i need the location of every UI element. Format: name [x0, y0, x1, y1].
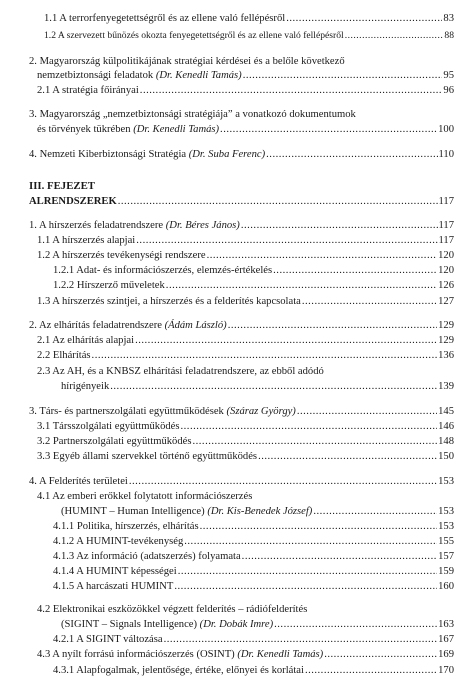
dot-leader — [286, 12, 442, 25]
toc-entry — [53, 633, 454, 646]
toc-entry — [29, 405, 454, 418]
entry-title: és törvények tükrében (Dr. Kenedli Tamás) — [37, 124, 220, 135]
entry-page: 169 — [438, 649, 454, 660]
toc-entry — [61, 618, 454, 631]
entry-title-line: 4.2 Elektronikai eszközökkel végzett felderítés – rádiófelderítés — [37, 604, 308, 615]
entry-author: (Dr. Béres János) — [165, 220, 240, 231]
entry-title: 1.2 A szervezett bűnözés okozta fenyegetettségről és az ellene való fellépésről — [44, 30, 344, 41]
toc-entry — [53, 664, 454, 677]
entry-title: 4.3 A nyílt forrású információszerzés (OSINT) (Dr. Kenedli Tamás) — [37, 649, 324, 660]
toc-entry — [29, 148, 454, 161]
entry-page: 136 — [438, 350, 454, 361]
toc-entry — [53, 550, 454, 563]
entry-page: 110 — [438, 149, 454, 160]
entry-page: 88 — [444, 30, 454, 41]
toc-entry — [37, 249, 454, 262]
dot-leader — [297, 405, 437, 418]
dot-leader — [220, 123, 437, 136]
toc-entry — [37, 435, 454, 448]
dot-leader — [207, 249, 438, 262]
entry-title-line: 3. Magyarország „nemzetbiztonsági stratégiája” a vonatkozó dokumentumok — [29, 109, 356, 120]
entry-page: 163 — [438, 619, 454, 630]
entry-title: ALRENDSZEREK — [29, 196, 117, 207]
dot-leader — [266, 148, 437, 161]
entry-author: (Dr. Kenedli Tamás) — [133, 124, 220, 135]
entry-page: 127 — [438, 296, 454, 307]
dot-leader — [129, 475, 437, 488]
entry-page: 120 — [438, 265, 454, 276]
entry-page: 157 — [438, 551, 454, 562]
entry-title: 4.1.4 A HUMINT képességei — [53, 566, 177, 577]
dot-leader — [200, 520, 437, 533]
toc-entry — [37, 69, 454, 82]
entry-page: 153 — [438, 521, 454, 532]
entry-author: (Ádám László) — [164, 320, 227, 331]
entry-page: 126 — [438, 280, 454, 291]
entry-title: 4. A Felderítés területei — [29, 476, 128, 487]
dot-leader — [258, 450, 437, 463]
toc-entry — [37, 648, 454, 661]
entry-title-line: 2.3 Az AH, és a KNBSZ elhárítási feladatrendszere, az ebből adódó — [37, 366, 324, 377]
entry-page: 159 — [438, 566, 454, 577]
entry-title: 4.1.3 Az információ (adatszerzés) folyamata — [53, 551, 241, 562]
dot-leader — [92, 349, 438, 362]
entry-title-line: 2. Magyarország külpolitikájának stratégiai kérdései és a belőle következő — [29, 56, 345, 67]
entry-title: 4.1.2 A HUMINT-tevékenység — [53, 536, 184, 547]
toc-entry — [53, 520, 454, 533]
entry-page: 129 — [438, 320, 454, 331]
dot-leader — [181, 420, 438, 433]
entry-page: 95 — [443, 70, 454, 81]
entry-title: 1.2 A hírszerzés tevékenységi rendszere — [37, 250, 206, 261]
dot-leader — [313, 505, 437, 518]
entry-author: (Dr. Kenedli Tamás) — [237, 649, 324, 660]
entry-title: 4.1.5 A harcászati HUMINT — [53, 581, 174, 592]
dot-leader — [305, 664, 437, 677]
dot-leader — [242, 550, 437, 563]
entry-page: 167 — [438, 634, 454, 645]
entry-page: 148 — [438, 436, 454, 447]
chapter-title-entry — [29, 195, 454, 208]
entry-page: 129 — [438, 335, 454, 346]
entry-author: (Dr. Kenedli Tamás) — [155, 70, 242, 81]
entry-page: 155 — [438, 536, 454, 547]
dot-leader — [273, 264, 437, 277]
entry-page: 96 — [443, 85, 454, 96]
entry-title: 1.2.1 Adat- és információszerzés, elemzés-értékelés — [53, 265, 273, 276]
toc-entry — [37, 450, 454, 463]
entry-title: (HUMINT – Human Intelligence) (Dr. Kis-Benedek József) — [61, 506, 313, 517]
entry-page: 117 — [438, 220, 454, 231]
dot-leader — [184, 535, 437, 548]
entry-title: nemzetbiztonsági feladatok (Dr. Kenedli Tamás) — [37, 70, 242, 81]
entry-title: 1.1 A hírszerzés alapjai — [37, 235, 136, 246]
toc-entry — [37, 420, 454, 433]
entry-title: 2.1 A stratégia főirányai — [37, 85, 139, 96]
toc-entry — [37, 123, 454, 136]
entry-title-line: 4.1 Az emberi erőkkel folytatott információszerzés — [37, 491, 253, 502]
entry-page: 83 — [443, 13, 454, 24]
entry-page: 117 — [438, 196, 454, 207]
toc-entry — [53, 565, 454, 578]
dot-leader — [110, 380, 437, 393]
entry-page: 160 — [438, 581, 454, 592]
toc-entry — [53, 535, 454, 548]
dot-leader — [324, 648, 437, 661]
entry-title: 1.1 A terrorfenyegetettségről és az ellene való fellépésről — [44, 13, 286, 24]
entry-page: 139 — [438, 381, 454, 392]
dot-leader — [241, 219, 438, 232]
toc-entry — [37, 349, 454, 362]
dot-leader — [135, 334, 437, 347]
toc-entry — [53, 279, 454, 292]
dot-leader — [166, 279, 437, 292]
toc-entry — [53, 264, 454, 277]
entry-title: hírigényeik — [61, 381, 110, 392]
entry-page: 146 — [438, 421, 454, 432]
entry-title: 1. A hírszerzés feladatrendszere (Dr. Béres János) — [29, 220, 240, 231]
entry-author: (Dr. Dobák Imre) — [199, 619, 274, 630]
entry-author: (Száraz György) — [226, 406, 296, 417]
entry-title: (SIGINT – Signals Intelligence) (Dr. Dobák Imre) — [61, 619, 274, 630]
toc-entry — [37, 295, 454, 308]
entry-title: 2.1 Az elhárítás alapjai — [37, 335, 135, 346]
chapter-heading: III. FEJEZET — [29, 180, 96, 192]
entry-title: 4.1.1 Politika, hírszerzés, elhárítás — [53, 521, 199, 532]
toc-entry — [44, 12, 454, 25]
entry-title: 2.2 Elhárítás — [37, 350, 91, 361]
toc-entry — [29, 475, 454, 488]
dot-leader — [345, 29, 444, 42]
toc-entry — [37, 334, 454, 347]
entry-page: 145 — [438, 406, 454, 417]
entry-page: 153 — [438, 506, 454, 517]
entry-author: (Dr. Suba Ferenc) — [188, 149, 266, 160]
dot-leader — [192, 435, 437, 448]
entry-title: 3.2 Partnerszolgálati együttműködés — [37, 436, 192, 447]
dot-leader — [174, 580, 437, 593]
toc-entry — [37, 234, 454, 247]
toc-entry — [37, 84, 454, 97]
toc-entry — [29, 319, 454, 332]
dot-leader — [228, 319, 437, 332]
dot-leader — [302, 295, 437, 308]
entry-title: 2. Az elhárítás feladatrendszere (Ádám László) — [29, 320, 227, 331]
entry-title: 4. Nemzeti Kiberbiztonsági Stratégia (Dr. Suba Ferenc) — [29, 149, 266, 160]
entry-author: (Dr. Kis-Benedek József) — [207, 506, 313, 517]
dot-leader — [164, 633, 438, 646]
entry-page: 153 — [438, 476, 454, 487]
entry-title: 1.3 A hírszerzés szintjei, a hírszerzés és a felderítés kapcsolata — [37, 296, 301, 307]
entry-page: 117 — [438, 235, 454, 246]
entry-title: 3.3 Egyéb állami szervekkel történő együttműködés — [37, 451, 258, 462]
dot-leader — [243, 69, 443, 82]
entry-title: 3. Társ- és partnerszolgálati együttműködések (Száraz György) — [29, 406, 296, 417]
entry-title: 4.2.1 A SIGINT változása — [53, 634, 163, 645]
entry-page: 170 — [438, 665, 454, 676]
dot-leader — [118, 195, 438, 208]
dot-leader — [140, 84, 443, 97]
toc-entry — [61, 380, 454, 393]
dot-leader — [274, 618, 437, 631]
toc-entry — [29, 219, 454, 232]
entry-page: 120 — [438, 250, 454, 261]
entry-page: 150 — [438, 451, 454, 462]
toc-entry — [53, 580, 454, 593]
entry-title: 3.1 Társszolgálati együttműködés — [37, 421, 180, 432]
entry-title: 4.3.1 Alapfogalmak, jelentősége, értéke, előnyei és korlátai — [53, 665, 304, 676]
toc-entry — [61, 505, 454, 518]
entry-page: 100 — [438, 124, 454, 135]
toc-entry — [44, 29, 454, 42]
dot-leader — [136, 234, 437, 247]
entry-title: 1.2.2 Hírszerző műveletek — [53, 280, 165, 291]
dot-leader — [178, 565, 437, 578]
